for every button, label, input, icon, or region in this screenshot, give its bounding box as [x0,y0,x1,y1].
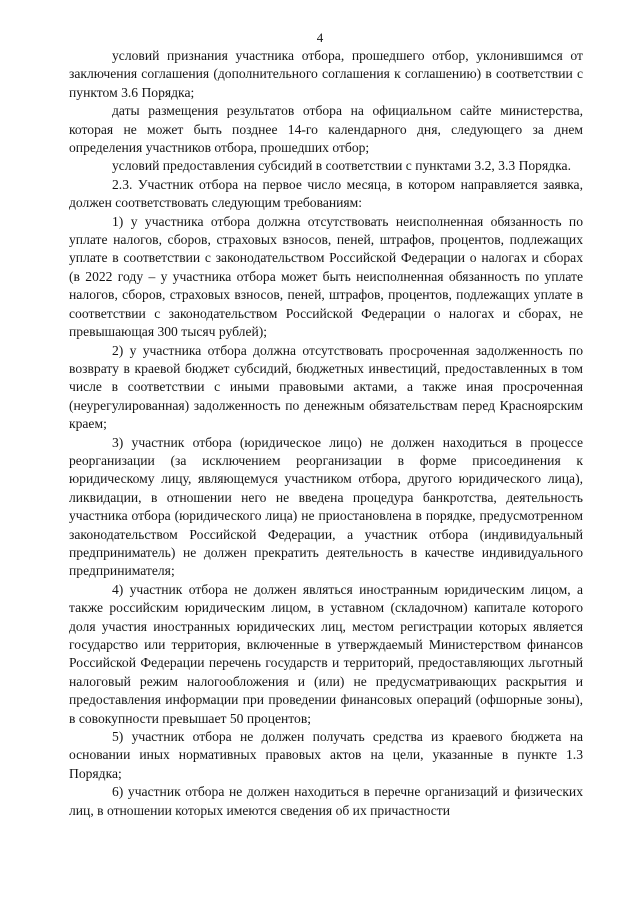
document-body [69,47,583,820]
paragraph-2-3-requirements: 2.3. Участник отбора на первое число месяца, в котором направляется заявка, должен соответствовать следующим требованиям: [69,176,583,211]
paragraph-subsidy-conditions: условий предоставления субсидий в соответствии с пунктами 3.2, 3.3 Порядка. [112,158,571,174]
paragraph-requirement-3: 3) участник отбора (юридическое лицо) не должен находиться в процессе реорганизации (за исключением реорганизации в форме присоединения к юридическому лицу, являющемуся участником отбора, другого юридического лица), ликвидации, в отношении него не введена процедура банкротства, деятельность участника отбора (юридического лица) не приостановлена в порядке, предусмотренном законодательством Российской Федерации, а участник отбора (индивидуальный предприниматель) не должен прекратить деятельность в качестве индивидуального предпринимателя; [69,434,583,579]
paragraph-requirement-5: 5) участник отбора не должен получать средства из краевого бюджета на основании иных нормативных правовых актов на цели, указанные в пункте 1.3 Порядка; [69,729,583,781]
paragraph-requirement-2: 2) у участника отбора должна отсутствовать просроченная задолженность по возврату в краевой бюджет субсидий, бюджетных инвестиций, предоставленных в том числе в соответствии с иными правовыми актами, а также иная просроченная (неурегулированная) задолженность по денежным обязательствам перед Красноярским краем; [69,342,583,432]
page-number: 4 [316,30,324,45]
paragraph-requirement-6: 6) участник отбора не должен находиться в перечне организаций и физических лиц, в отношении которых имеются сведения об их причастности [69,784,583,818]
paragraph-requirement-1: 1) у участника отбора должна отсутствовать неисполненная обязанность по уплате налогов, сборов, страховых взносов, пеней, штрафов, процентов, подлежащих уплате в соответствии с законодательством Российской Федерации о налогах и сборах (в 2022 году – у участника отбора может быть неисполненная обязанность по уплате налогов, сборов, страховых взносов, пеней, штрафов, процентов, подлежащих уплате в соответствии с законодательством Российской Федерации о налогах и сборах, не превышающая 300 тысяч рублей); [69,213,583,340]
paragraph-condition-evasion: условий признания участника отбора, прошедшего отбор, уклонившимся от заключения соглашения (дополнительного соглашения к соглашению) в соответствии с пунктом 3.6 Порядка; [69,48,583,100]
paragraph-results-date: даты размещения результатов отбора на официальном сайте министерства, которая не может быть позднее 14-го календарного дня, следующего за днем определения участников отбора, прошедших отбор; [69,103,583,156]
paragraph-requirement-4: 4) участник отбора не должен являться иностранным юридическим лицом, а также российским юридическим лицом, в уставном (складочном) капитале которого доля участия иностранных юридических лиц, местом регистрации которых является государство или территория, включенные в утверждаемый Министерством финансов Российской Федерации перечень государств и территорий, предоставляющих льготный налоговый режим налогообложения и (или) не предусматривающих раскрытия и предоставления информации при проведении финансовых операций (офшорные зоны), в совокупности превышает 50 процентов; [69,581,583,726]
